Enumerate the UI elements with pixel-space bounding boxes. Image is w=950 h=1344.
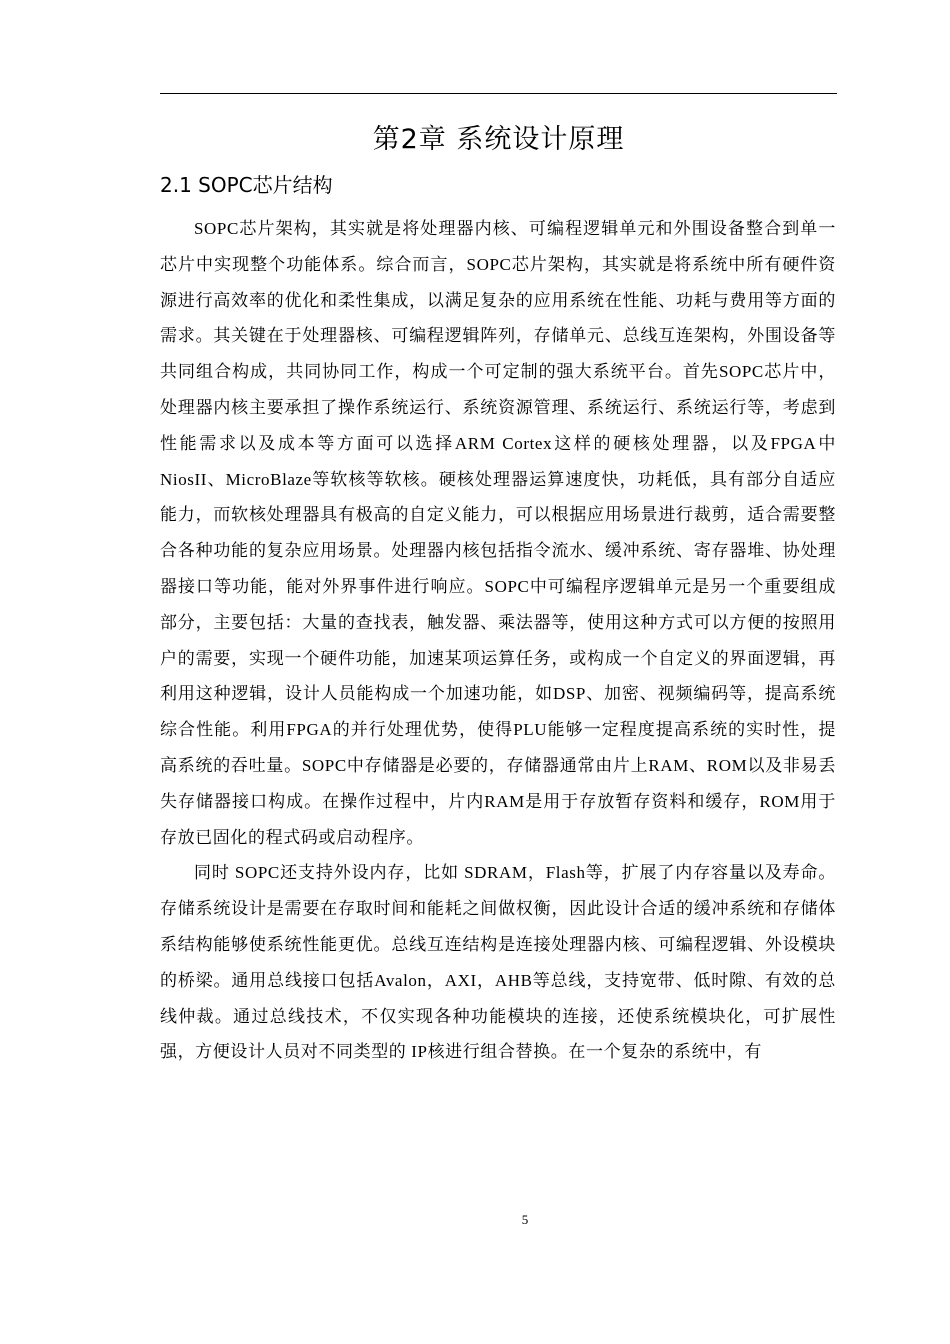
page-number: 5: [521, 1212, 529, 1227]
header-rule: [160, 93, 837, 94]
body-text: [160, 211, 836, 1070]
chapter-title: 第2章 系统设计原理: [372, 124, 625, 155]
paragraph-1: SOPC芯片架构，其实就是将处理器内核、可编程逻辑单元和外围设备整合到单一芯片中实现整个功能体系。综合而言，SOPC芯片架构，其实就是将系统中所有硬件资源进行高效率的优化和柔性集成，以满足复杂的应用系统在性能、功耗与费用等方面的需求。其关键在于处理器核、可编程逻辑阵列，存储单元、总线互连架构，外围设备等共同组合构成，共同协同工作，构成一个可定制的强大系统平台。首先SOPC芯片中，处理器内核主要承担了操作系统运行、系统资源管理、系统运行、系统运行等，考虑到性能需求以及成本等方面可以选择ARM Cortex这样的硬核处理器，以及FPGA中NiosII、MicroBlaze等软核等软核。硬核处理器运算速度快，功耗低，具有部分自适应能力，而软核处理器具有极高的自定义能力，可以根据应用场景进行裁剪，适合需要整合各种功能的复杂应用场景。处理器内核包括指令流水、缓冲系统、寄存器堆、协处理器接口等功能，能对外界事件进行响应。SOPC中可编程序逻辑单元是另一个重要组成部分，主要包括：大量的查找表，触发器、乘法器等，使用这种方式可以方便的按照用户的需要，实现一个硬件功能，加速某项运算任务，或构成一个自定义的界面逻辑，再利用这种逻辑，设计人员能构成一个加速功能，如DSP、加密、视频编码等，提高系统综合性能。利用FPGA的并行处理优势，使得PLU能够一定程度提高系统的实时性，提高系统的吞吐量。SOPC中存储器是必要的，存储器通常由片上RAM、ROM以及非易丢失存储器接口构成。在操作过程中，片内RAM是用于存放暂存资料和缓存，ROM用于存放已固化的程式码或启动程序。: [160, 219, 836, 847]
section-title: 2.1 SOPC芯片结构: [160, 173, 333, 197]
paragraph-2: 同时 SOPC还支持外设内存，比如 SDRAM，Flash等，扩展了内存容量以及寿命。存储系统设计是需要在存取时间和能耗之间做权衡，因此设计合适的缓冲系统和存储体系结构能够使系统性能更优。总线互连结构是连接处理器内核、可编程逻辑、外设模块的桥梁。通用总线接口包括Avalon，AXI，AHB等总线，支持宽带、低时隙、有效的总线仲裁。通过总线技术，不仅实现各种功能模块的连接，还使系统模块化，可扩展性强，方便设计人员对不同类型的 IP核进行组合替换。在一个复杂的系统中，有: [160, 863, 836, 1062]
